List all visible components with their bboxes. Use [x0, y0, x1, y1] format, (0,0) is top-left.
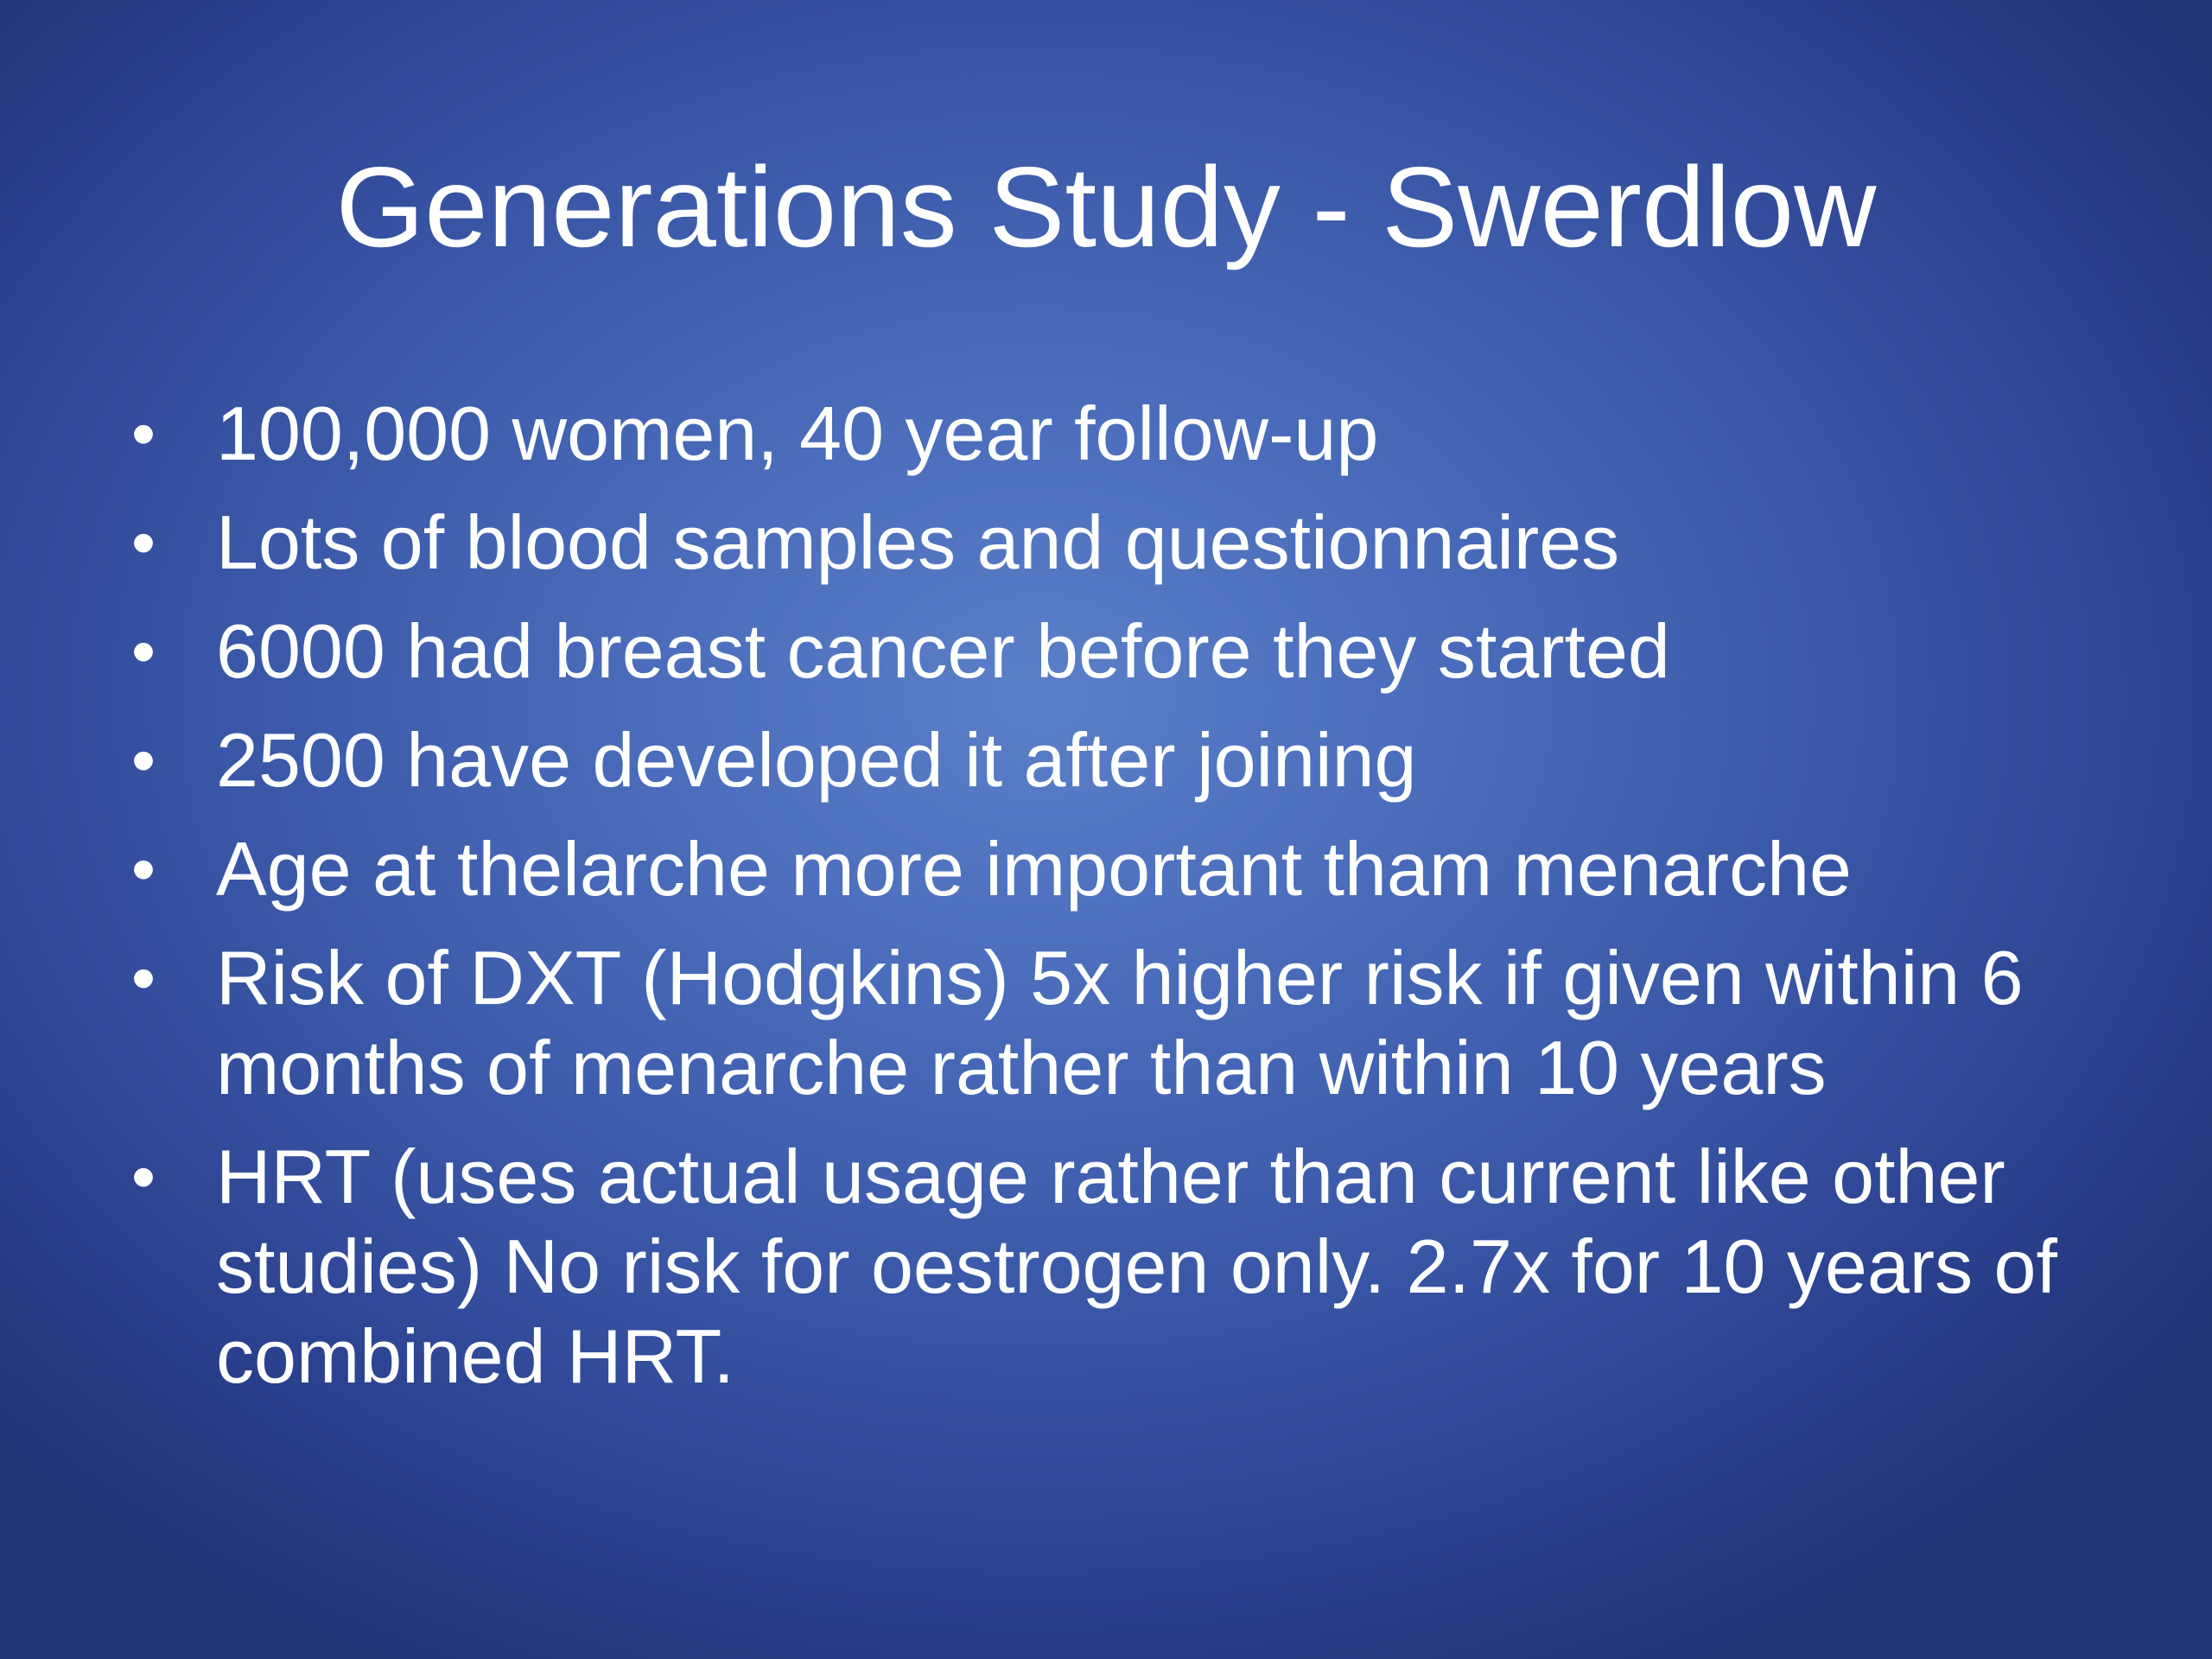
bullet-text: Lots of blood samples and questionnaires: [216, 499, 1620, 585]
slide-title: Generations Study - Swerdlow: [335, 143, 1877, 270]
bullet-text: 100,000 women, 40 year follow-up: [216, 391, 1379, 476]
bullet-icon: •: [131, 504, 156, 581]
bullet-text: 6000 had breast cancer before they started: [216, 608, 1670, 694]
bullet-icon: •: [131, 395, 156, 472]
bullet-item: [130, 607, 2082, 696]
bullet-text: Risk of DXT (Hodgkins) 5x higher risk if given within 6 months of menarche rather than within 10 years: [216, 935, 2024, 1110]
bullet-item: [130, 498, 2082, 588]
bullet-text: 2500 have developed it after joining: [216, 717, 1417, 803]
bullet-item: [130, 824, 2082, 914]
bullet-item: [130, 389, 2082, 479]
bullet-icon: •: [131, 1138, 156, 1215]
bullet-list: [130, 389, 2082, 1421]
bullet-icon: •: [131, 613, 156, 690]
bullet-text: HRT (uses actual usage rather than current like other studies) No risk for oestrogen only. 2.7x for 10 years of combined HRT.: [216, 1134, 2057, 1399]
bullet-icon: •: [131, 939, 156, 1016]
bullet-icon: •: [131, 830, 156, 907]
bullet-text: Age at thelarche more important tham menarche: [216, 826, 1852, 912]
bullet-item: [130, 1132, 2082, 1402]
bullet-item: [130, 715, 2082, 805]
bullet-item: [130, 933, 2082, 1113]
bullet-icon: •: [131, 721, 156, 798]
